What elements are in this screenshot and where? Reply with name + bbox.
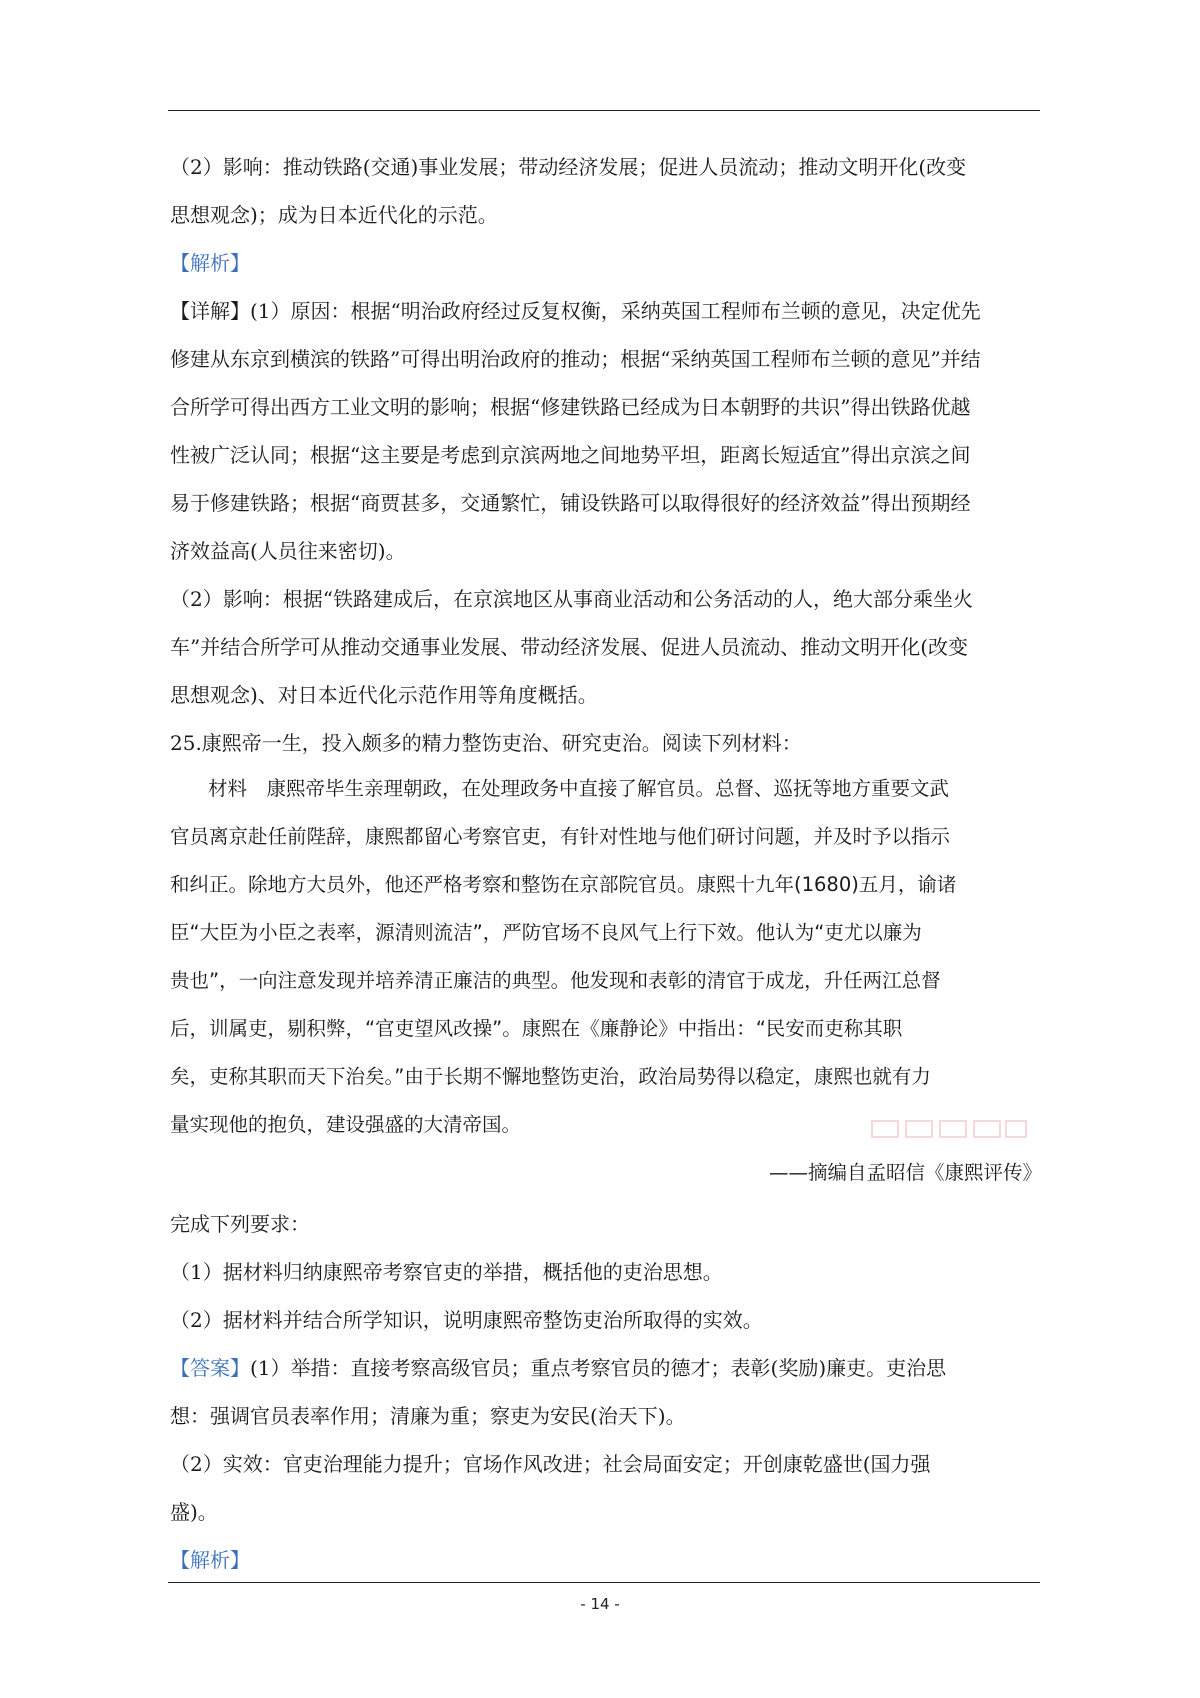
header-rule bbox=[168, 110, 1040, 111]
material-line: 臣“大臣为小臣之表率，源清则流洁”，严防官场不良风气上行下效。他认为“吏尤以廉为 bbox=[170, 921, 922, 944]
material-line: 材料 康熙帝毕生亲理朝政，在处理政务中直接了解官员。总督、巡抚等地方重要文武 bbox=[208, 777, 950, 800]
answer-line: 思想观念)；成为日本近代化的示范。 bbox=[170, 203, 498, 227]
detail-line: 性被广泛认同；根据“这主要是考虑到京滨两地之间地势平坦，距离长短适宜”得出京滨之间 bbox=[170, 443, 971, 467]
material-line: 和纠正。除地方大员外，他还严格考察和整饬在京部院官员。康熙十九年(1680)五月，谕诸 bbox=[170, 873, 957, 896]
analysis-heading: 【解析】 bbox=[170, 251, 250, 275]
material-line: 矣，吏称其职而天下治矣。”由于长期不懈地整饬吏治，政治局势得以稳定，康熙也就有力 bbox=[170, 1065, 931, 1088]
answer-text: (1）举措：直接考察高级官员；重点考察官员的德才；表彰(奖励)廉吏。吏治思 bbox=[250, 1356, 947, 1380]
detail-line: 【详解】(1）原因：根据“明治政府经过反复权衡，采纳英国工程师布兰顿的意见，决定优先 bbox=[170, 299, 981, 323]
analysis-heading: 【解析】 bbox=[170, 1548, 250, 1572]
detail-line: 济效益高(人员往来密切)。 bbox=[170, 539, 406, 563]
footer-rule bbox=[168, 1582, 1040, 1583]
detail-line: 修建从东京到横滨的铁路”可得出明治政府的推动；根据“采纳英国工程师布兰顿的意见”并结 bbox=[170, 347, 981, 371]
detail-line: 思想观念)、对日本近代化示范作用等角度概括。 bbox=[170, 683, 598, 707]
watermark-stamp bbox=[870, 1117, 1030, 1141]
page-content bbox=[170, 148, 1042, 1580]
question-25: 25.康熙帝一生，投入颇多的精力整饬吏治、研究吏治。阅读下列材料： bbox=[170, 731, 802, 755]
detail-line: 合所学可得出西方工业文明的影响；根据“修建铁路已经成为日本朝野的共识”得出铁路优越 bbox=[170, 395, 971, 419]
requirement-line: （1）据材料归纳康熙帝考察官吏的举措，概括他的吏治思想。 bbox=[170, 1260, 723, 1284]
task-heading: 完成下列要求： bbox=[170, 1212, 310, 1236]
answer-heading: 【答案】 bbox=[170, 1356, 250, 1380]
detail-line: 车”并结合所学可从推动交通事业发展、带动经济发展、促进人员流动、推动文明开化(改变 bbox=[170, 635, 969, 659]
answer-line: （2）实效：官吏治理能力提升；官场作风改进；社会局面安定；开创康乾盛世(国力强 bbox=[170, 1452, 931, 1476]
answer-line: 盛)。 bbox=[170, 1500, 218, 1524]
answer-block bbox=[170, 1349, 1042, 1388]
material-source: ——摘编自孟昭信《康熙评传》 bbox=[768, 1161, 1042, 1184]
material-line: 贵也”，一向注意发现并培养清正廉洁的典型。他发现和表彰的清官于成龙，升任两江总督 bbox=[170, 969, 941, 992]
requirement-line: （2）据材料并结合所学知识，说明康熙帝整饬吏治所取得的实效。 bbox=[170, 1308, 763, 1332]
answer-line: 想：强调官员表率作用；清廉为重；察吏为安民(治天下)。 bbox=[170, 1404, 686, 1428]
detail-line: 易于修建铁路；根据“商贾甚多，交通繁忙，铺设铁路可以取得很好的经济效益”得出预期经 bbox=[170, 491, 971, 515]
answer-line: （2）影响：推动铁路(交通)事业发展；带动经济发展；促进人员流动；推动文明开化(改变 bbox=[170, 155, 967, 179]
material-line: 后，训属吏，剔积弊，“官吏望风改操”。康熙在《廉静论》中指出：“民安而吏称其职 bbox=[170, 1017, 903, 1040]
page-number: - 14 - bbox=[580, 1595, 620, 1613]
detail-line: （2）影响：根据“铁路建成后，在京滨地区从事商业活动和公务活动的人，绝大部分乘坐火 bbox=[170, 587, 973, 611]
material-line: 量实现他的抱负，建设强盛的大清帝国。 bbox=[170, 1113, 522, 1136]
material-line: 官员离京赴任前陛辞，康熙都留心考察官吏，有针对性地与他们研讨问题，并及时予以指示 bbox=[170, 825, 951, 848]
